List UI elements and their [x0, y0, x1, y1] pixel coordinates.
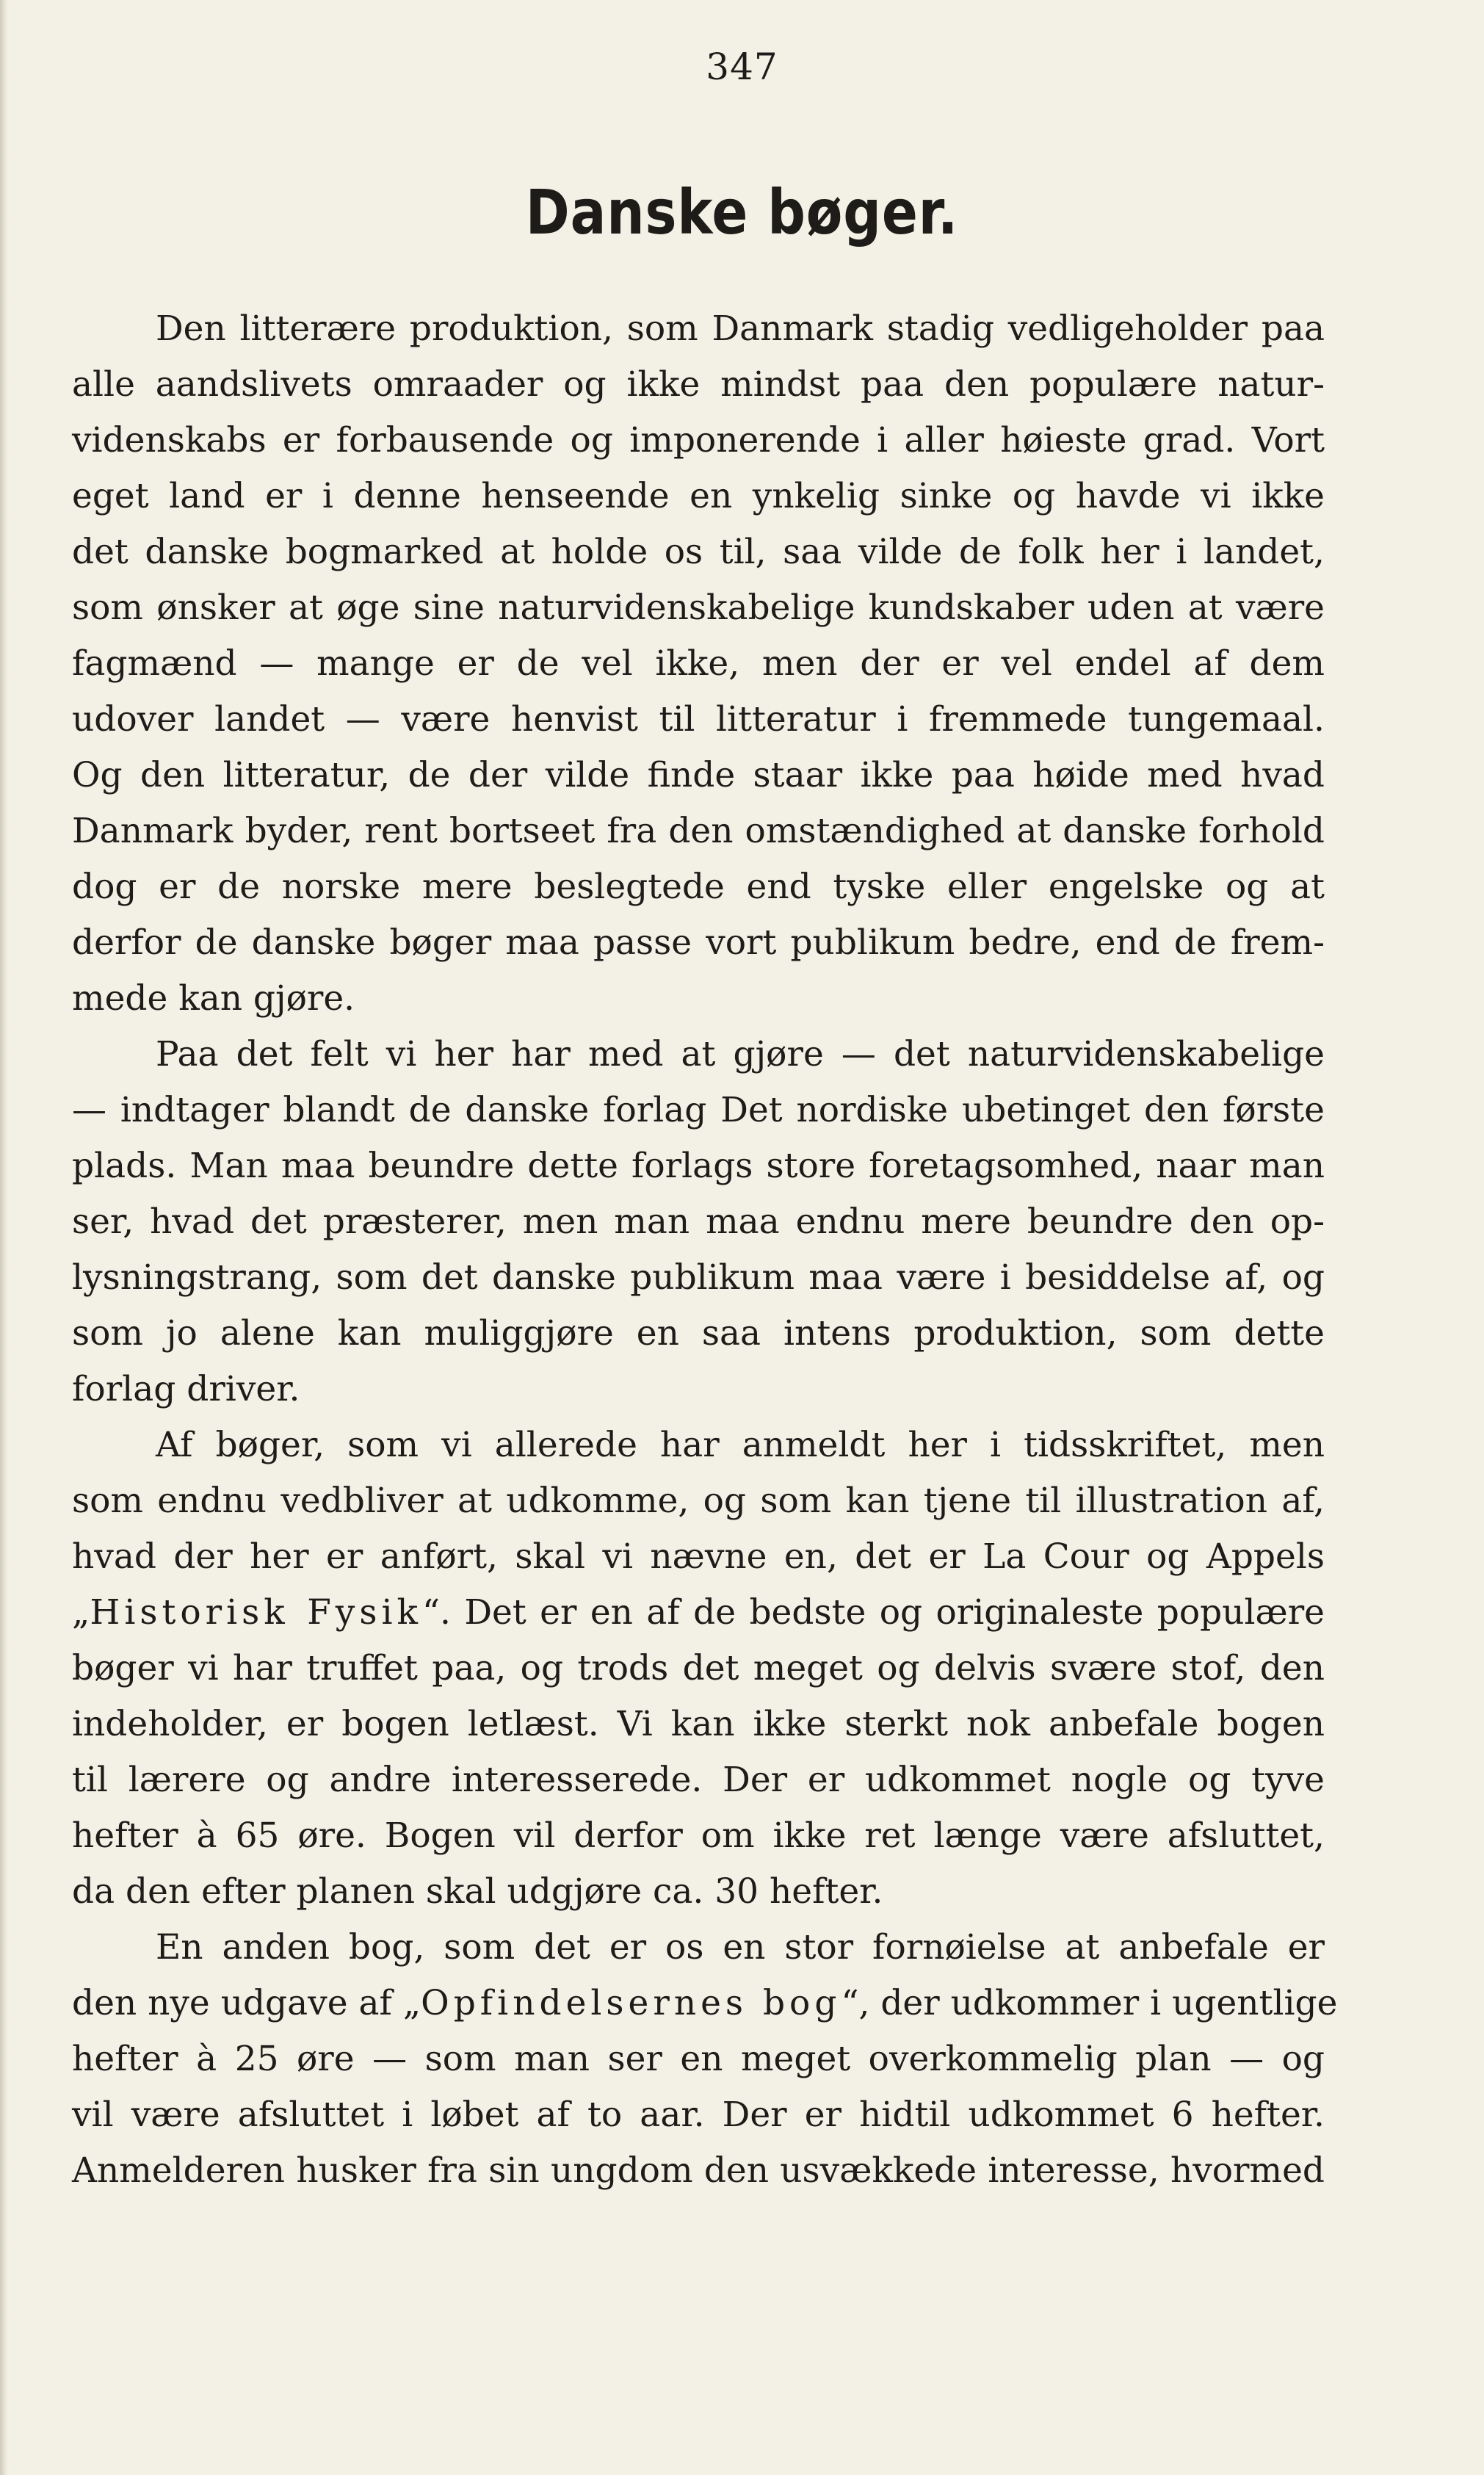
text-line: forlag driver. — [72, 1369, 300, 1409]
text-line: „Historisk Fysik“. Det er en af de bedste og originaleste populære — [72, 1592, 1325, 1633]
page-number: 347 — [706, 46, 778, 88]
text-line: bøger vi har truffet paa, og trods det meget og delvis svære stof, den — [72, 1648, 1325, 1688]
text-line: indeholder, er bogen letlæst. Vi kan ikke sterkt nok anbefale bogen — [72, 1704, 1325, 1744]
text-line: En anden bog, som det er os en stor fornøielse at anbefale er — [156, 1927, 1325, 1968]
text-line: Og den litteratur, de der vilde finde staar ikke paa høide med hvad — [72, 755, 1325, 795]
spaced-title: Historisk Fysik — [90, 1592, 422, 1633]
text-line: — indtager blandt de danske forlag Det nordiske ubetinget den første — [72, 1090, 1325, 1130]
text-line: Danmark byder, rent bortseet fra den omstændighed at danske forhold — [72, 811, 1325, 851]
text-line: det danske bogmarked at holde os til, saa vilde de folk her i landet, — [72, 532, 1325, 572]
text-line: udover landet — være henvist til litteratur i fremmede tungemaal. — [72, 699, 1325, 740]
text-line: eget land er i denne henseende en ynkelig sinke og havde vi ikke — [72, 476, 1325, 516]
text-line: alle aandslivets omraader og ikke mindst paa den populære natur- — [72, 364, 1325, 405]
text-line: som ønsker at øge sine naturvidenskabelige kundskaber uden at være — [72, 588, 1325, 628]
text-line: Anmelderen husker fra sin ungdom den usvækkede interesse, hvormed — [72, 2150, 1325, 2191]
text-line: hefter à 25 øre — som man ser en meget overkommelig plan — og — [72, 2039, 1325, 2079]
page-edge — [0, 0, 7, 2475]
text-line: som endnu vedbliver at udkomme, og som kan tjene til illustration af, — [72, 1481, 1325, 1521]
text-line: dog er de norske mere beslegtede end tyske eller engelske og at — [72, 867, 1325, 907]
text-line: plads. Man maa beundre dette forlags store foretagsomhed, naar man — [72, 1146, 1325, 1186]
page-title: Danske bøger. — [525, 176, 959, 248]
text-line: videnskabs er forbausende og imponerende i aller høieste grad. Vort — [72, 420, 1325, 460]
text-line: Paa det felt vi her har med at gjøre — det naturvidenskabelige — [156, 1034, 1325, 1074]
text-line: mede kan gjøre. — [72, 978, 355, 1019]
text-line: fagmænd — mange er de vel ikke, men der er vel endel af dem — [72, 643, 1325, 684]
text-line: til lærere og andre interesserede. Der er udkommet nogle og tyve — [72, 1760, 1325, 1800]
text-line: derfor de danske bøger maa passe vort publikum bedre, end de frem- — [72, 922, 1325, 963]
text-line: da den efter planen skal udgjøre ca. 30 hefter. — [72, 1871, 883, 1912]
text-line: ser, hvad det præsterer, men man maa endnu mere beundre den op- — [72, 1202, 1325, 1242]
spaced-title: Opfindelsernes bog — [421, 1983, 841, 2023]
text-line: Den litterære produktion, som Danmark stadig vedligeholder paa — [156, 308, 1325, 349]
text-line: lysningstrang, som det danske publikum maa være i besiddelse af, og — [72, 1257, 1325, 1298]
text-line: Af bøger, som vi allerede har anmeldt her i tidsskriftet, men — [156, 1425, 1325, 1465]
text-line: vil være afsluttet i løbet af to aar. Der er hidtil udkommet 6 hefter. — [72, 2095, 1325, 2135]
text-line: hefter à 65 øre. Bogen vil derfor om ikke ret længe være afsluttet, — [72, 1815, 1325, 1856]
text-line: hvad der her er anført, skal vi nævne en, det er La Cour og Appels — [72, 1536, 1325, 1577]
text-line: som jo alene kan muliggjøre en saa intens produktion, som dette — [72, 1313, 1325, 1354]
text-line: den nye udgave af „Opfindelsernes bog“, der udkommer i ugentlige — [72, 1983, 1338, 2023]
